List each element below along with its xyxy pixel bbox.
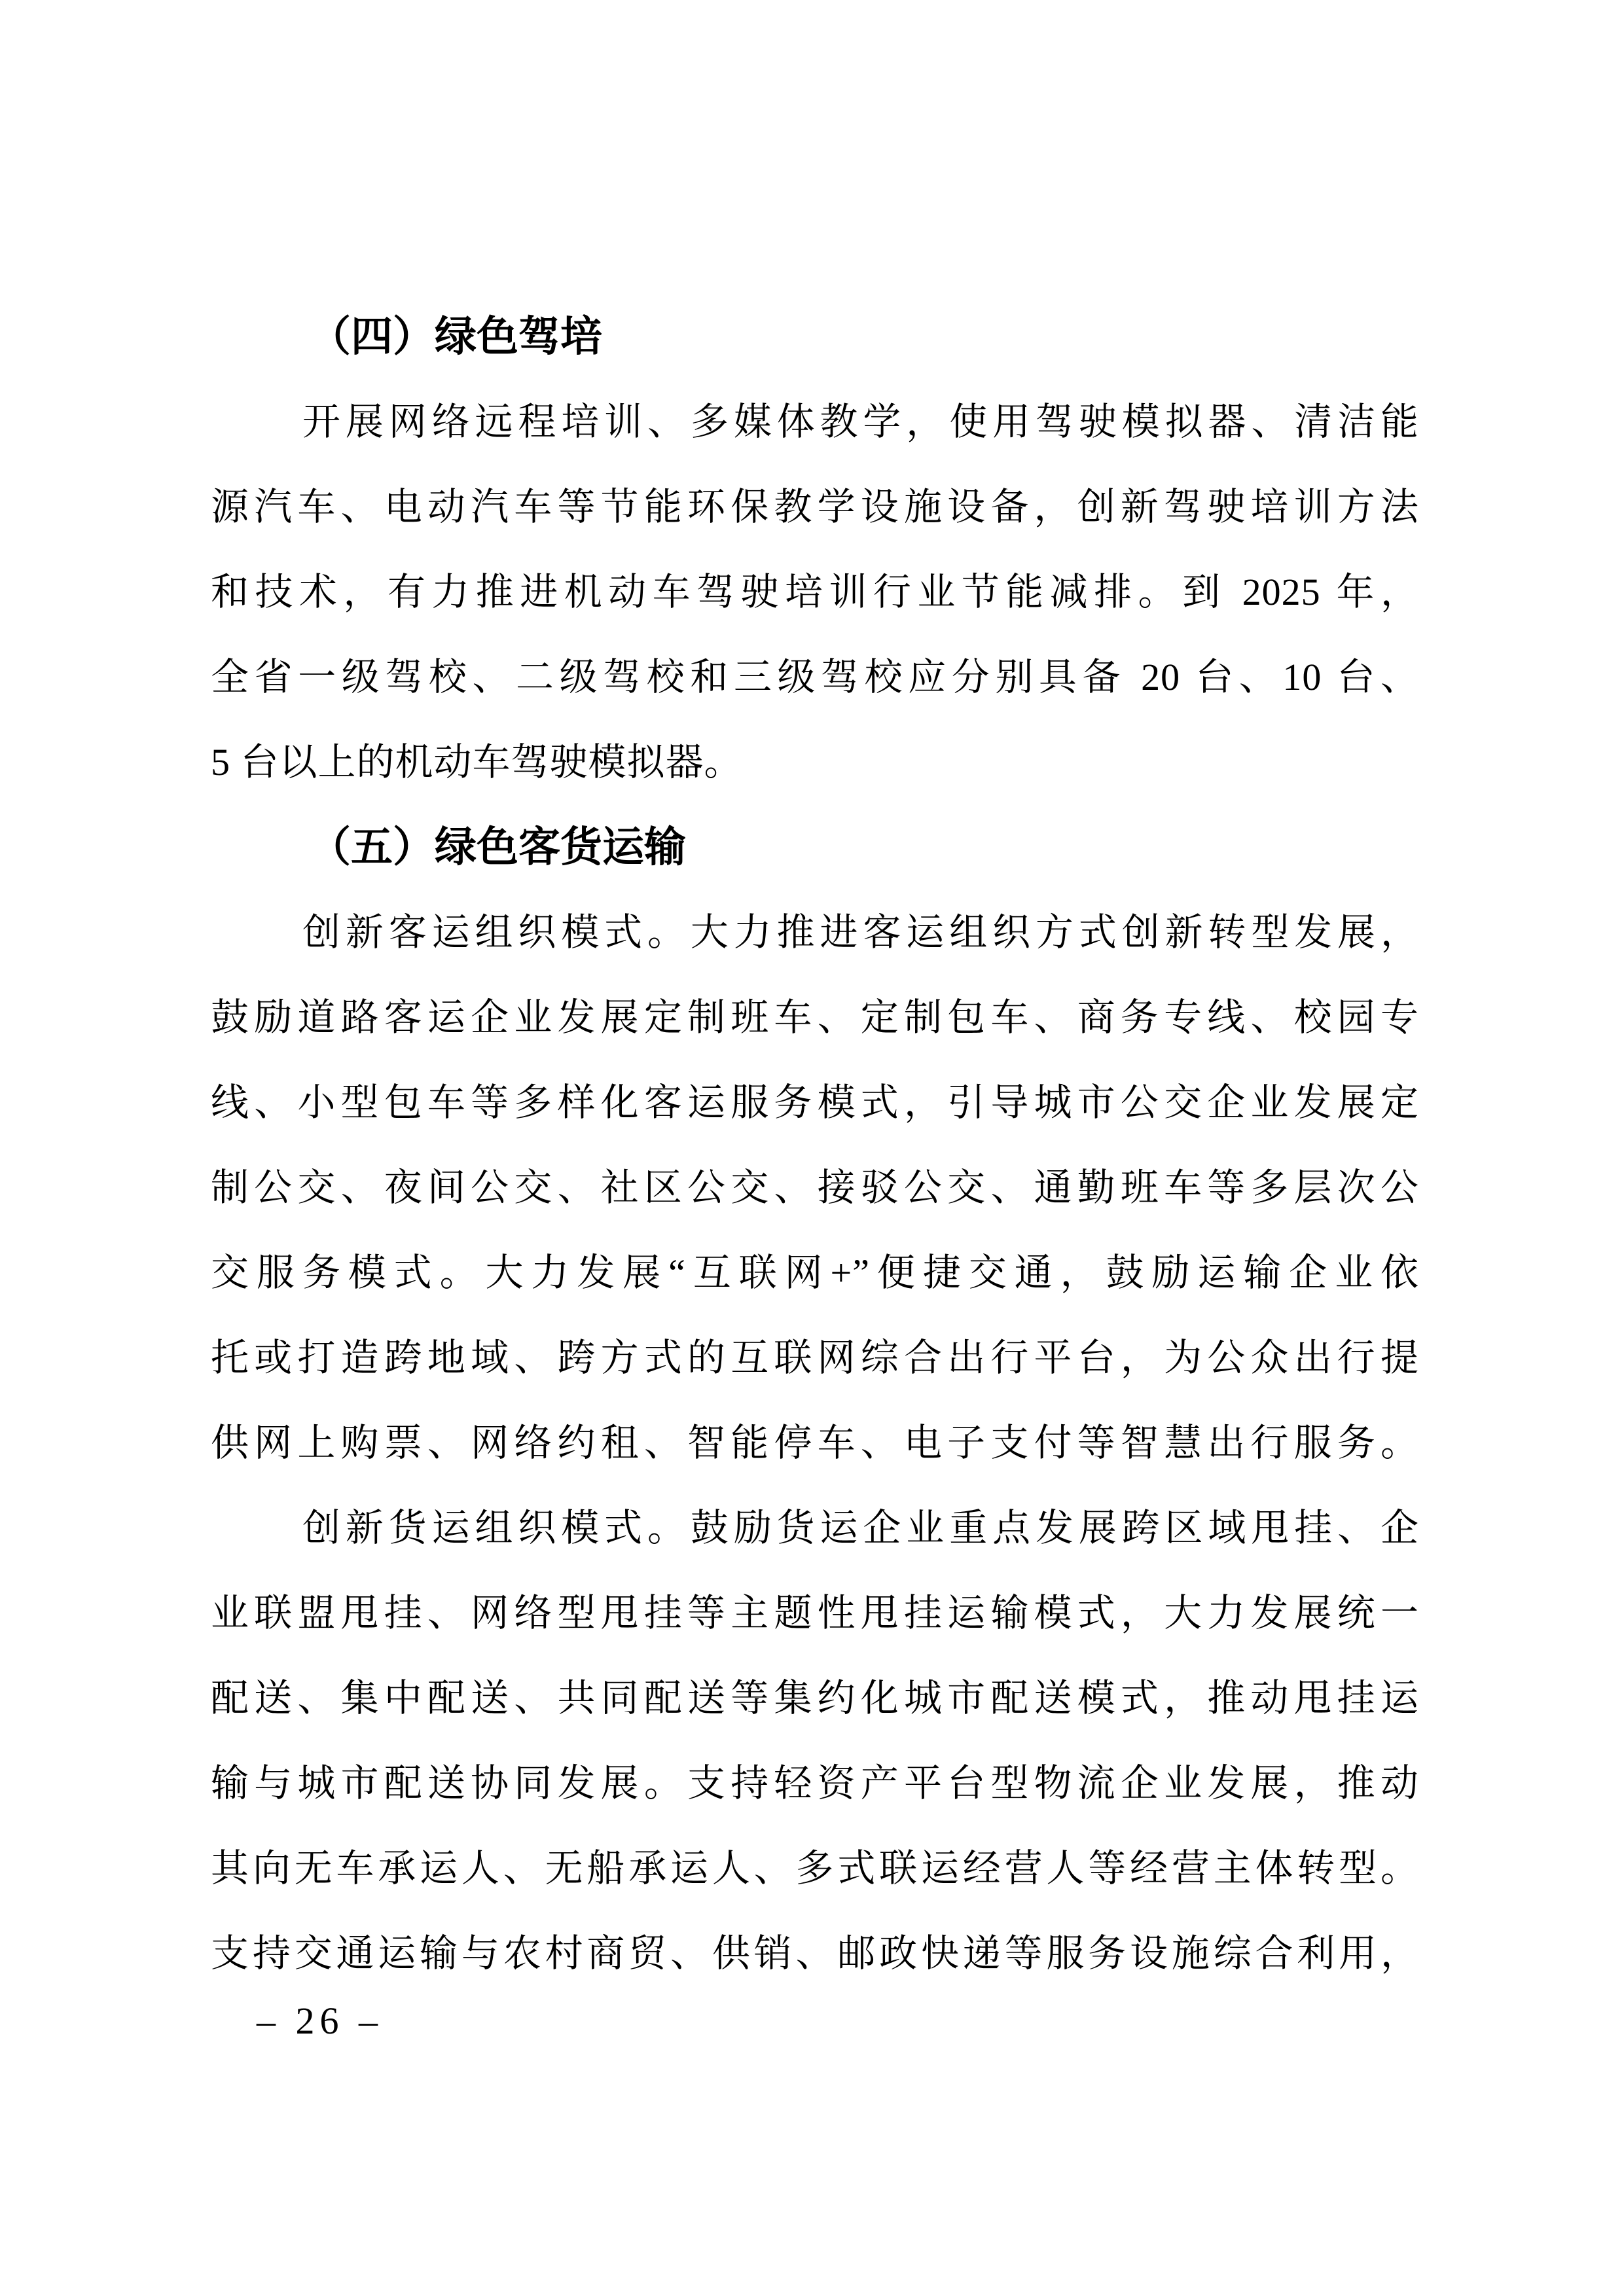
body-line: 线、小型包车等多样化客运服务模式，引导城市公交企业发展定 <box>211 1081 1419 1124</box>
section-heading-5: （五）绿色客货运输 <box>309 824 686 870</box>
document-body <box>211 295 1419 1996</box>
body-line: 托或打造跨地域、跨方式的互联网综合出行平台，为公众出行提 <box>211 1336 1419 1379</box>
body-line: 5 台以上的机动车驾驶模拟器。 <box>211 741 743 783</box>
body-line: 全省一级驾校、二级驾校和三级驾校应分别具备 20 台、10 台、 <box>211 656 1419 698</box>
body-line: 鼓励道路客运企业发展定制班车、定制包车、商务专线、校园专 <box>211 996 1419 1039</box>
body-line: 输与城市配送协同发展。支持轻资产平台型物流企业发展，推动 <box>211 1762 1419 1804</box>
body-line: 其向无车承运人、无船承运人、多式联运经营人等经营主体转型。 <box>211 1847 1419 1890</box>
body-line: 源汽车、电动汽车等节能环保教学设施设备，创新驾驶培训方法 <box>211 486 1419 528</box>
body-line: 供网上购票、网络约租、智能停车、电子支付等智慧出行服务。 <box>211 1422 1419 1464</box>
body-line: 创新货运组织模式。鼓励货运企业重点发展跨区域甩挂、企 <box>302 1507 1419 1549</box>
page-number: – 26 – <box>257 2000 383 2042</box>
body-line: 创新客运组织模式。大力推进客运组织方式创新转型发展， <box>302 911 1419 954</box>
body-line: 和技术，有力推进机动车驾驶培训行业节能减排。到 2025 年， <box>211 571 1419 613</box>
body-line: 交服务模式。大力发展“互联网+”便捷交通，鼓励运输企业依 <box>211 1251 1419 1294</box>
body-line: 配送、集中配送、共同配送等集约化城市配送模式，推动甩挂运 <box>211 1677 1419 1719</box>
section-heading-4: （四）绿色驾培 <box>309 314 602 360</box>
body-line: 开展网络远程培训、多媒体教学，使用驾驶模拟器、清洁能 <box>302 401 1419 443</box>
body-line: 业联盟甩挂、网络型甩挂等主题性甩挂运输模式，大力发展统一 <box>211 1592 1419 1634</box>
body-line: 制公交、夜间公交、社区公交、接驳公交、通勤班车等多层次公 <box>211 1166 1419 1209</box>
body-line: 支持交通运输与农村商贸、供销、邮政快递等服务设施综合利用， <box>211 1932 1419 1975</box>
